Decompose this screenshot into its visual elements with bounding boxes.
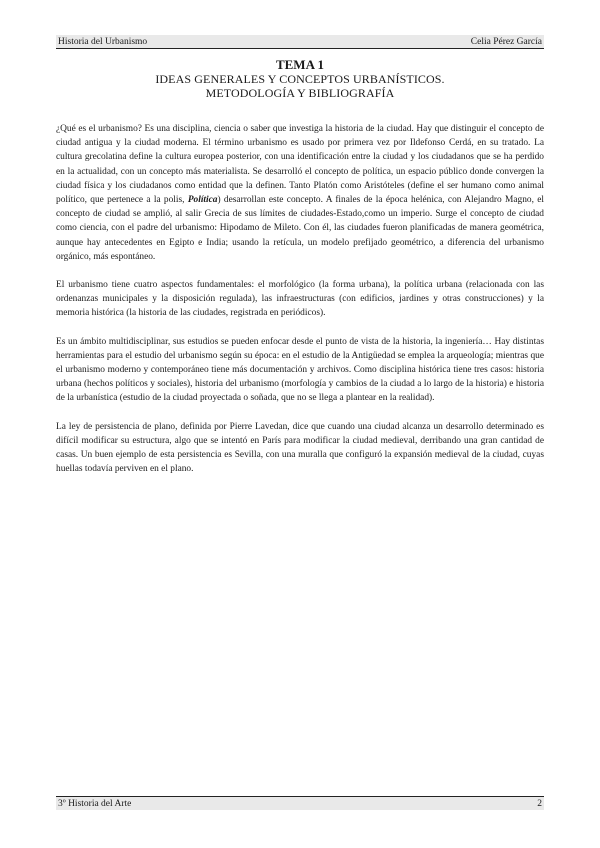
paragraph-1-italic-term: Política [187, 195, 218, 206]
chapter-title-line-2: METODOLOGÍA Y BIBLIOGRAFÍA [205, 86, 395, 100]
chapter-number: TEMA 1 [275, 57, 325, 72]
paragraph-1-part-b: ) desarrollan este concepto. A finales de la época helénica, con Alejandro Magno, el concepto de ciudad se amplió, al salir Grecia de sus límites de ciudades-Estado,como un imperio. Surge el concepto de ciudad como ciencia, con el padre del urbanismo: Hipodamo de Mileto. Con él, las ciudades fueron planificadas de manera geométrica, aunque hay antecedentes en Egipto e India; usando la retícula, un modelo prefijado geométrico, a diferencia del urbanismo orgánico, más espontáneo. [56, 195, 545, 262]
paragraph-4: La ley de persistencia de plano, definida por Pierre Lavedan, dice que cuando una ciudad alcanza un desarrollo determinado es difícil modificar su estructura, algo que se intentó en París para modificar la ciudad medieval, derribando una gran cantidad de casas. Un buen ejemplo de esta persistencia es Sevilla, con una muralla que configuró la expansión medieval de la ciudad, cuyas huellas todavía perviven en el plano. [56, 421, 544, 475]
paragraph-1-part-a: ¿Qué es el urbanismo? Es una disciplina, ciencia o saber que investiga la historia de la ciudad. Hay que distinguir el concepto de ciudad antigua y la ciudad moderna. El término urbanismo es usado por primera vez por Ildefonso Cerdá, en su tratado. La cultura grecolatina define la cultura europea posterior, con una identificación entre la ciudad y los ciudadanos que se ha perdido en la actualidad, con un concepto más materialista. Se desarrolló el concepto de política, un espacio público donde convergen la ciudad física y los ciudadanos como entidad que la definen. Tanto Platón como Aristóteles (define el ser humano como animal político, que pertenece a la polis, [56, 124, 544, 206]
page-header [56, 35, 544, 49]
paragraph-1 [56, 122, 544, 264]
chapter-title-line-1: IDEAS GENERALES Y CONCEPTOS URBANÍSTICOS. [155, 72, 445, 86]
paragraph-3: Es un ámbito multidisciplinar, sus estudios se pueden enfocar desde el punto de vista de la historia, la ingeniería… Hay distintas herramientas para el estudio del urbanismo según su época: en el estudio de la Antigüedad se emplea la arqueología; mientras que el urbanismo moderno y contemporáneo tiene más documentación y archivos. Como disciplina histórica tiene tres casos: historia urbana (hechos políticos y sociales), historia del urbanismo (morfología y cambios de la ciudad a lo largo de la historia) e historia de la urbanística (estudio de la ciudad proyectada o soñada, que no se llega a plantear en la realidad). [56, 336, 544, 404]
title-block [56, 57, 544, 100]
header-course-title: Historia del Urbanismo [58, 36, 148, 47]
paragraph-2: El urbanismo tiene cuatro aspectos fundamentales: el morfológico (la forma urbana), la política urbana (relacionada con las ordenanzas municipales y la disposición regulada), las infraestructuras (con edificios, jardines y otras construcciones) y la memoria histórica (la historia de las ciudades, registrada en periódicos). [56, 280, 544, 319]
body-text [56, 122, 544, 490]
header-author: Celia Pérez García [470, 36, 542, 47]
page-number: 2 [537, 798, 542, 809]
page-footer [56, 796, 544, 810]
footer-course: 3º Historia del Arte [58, 798, 132, 809]
